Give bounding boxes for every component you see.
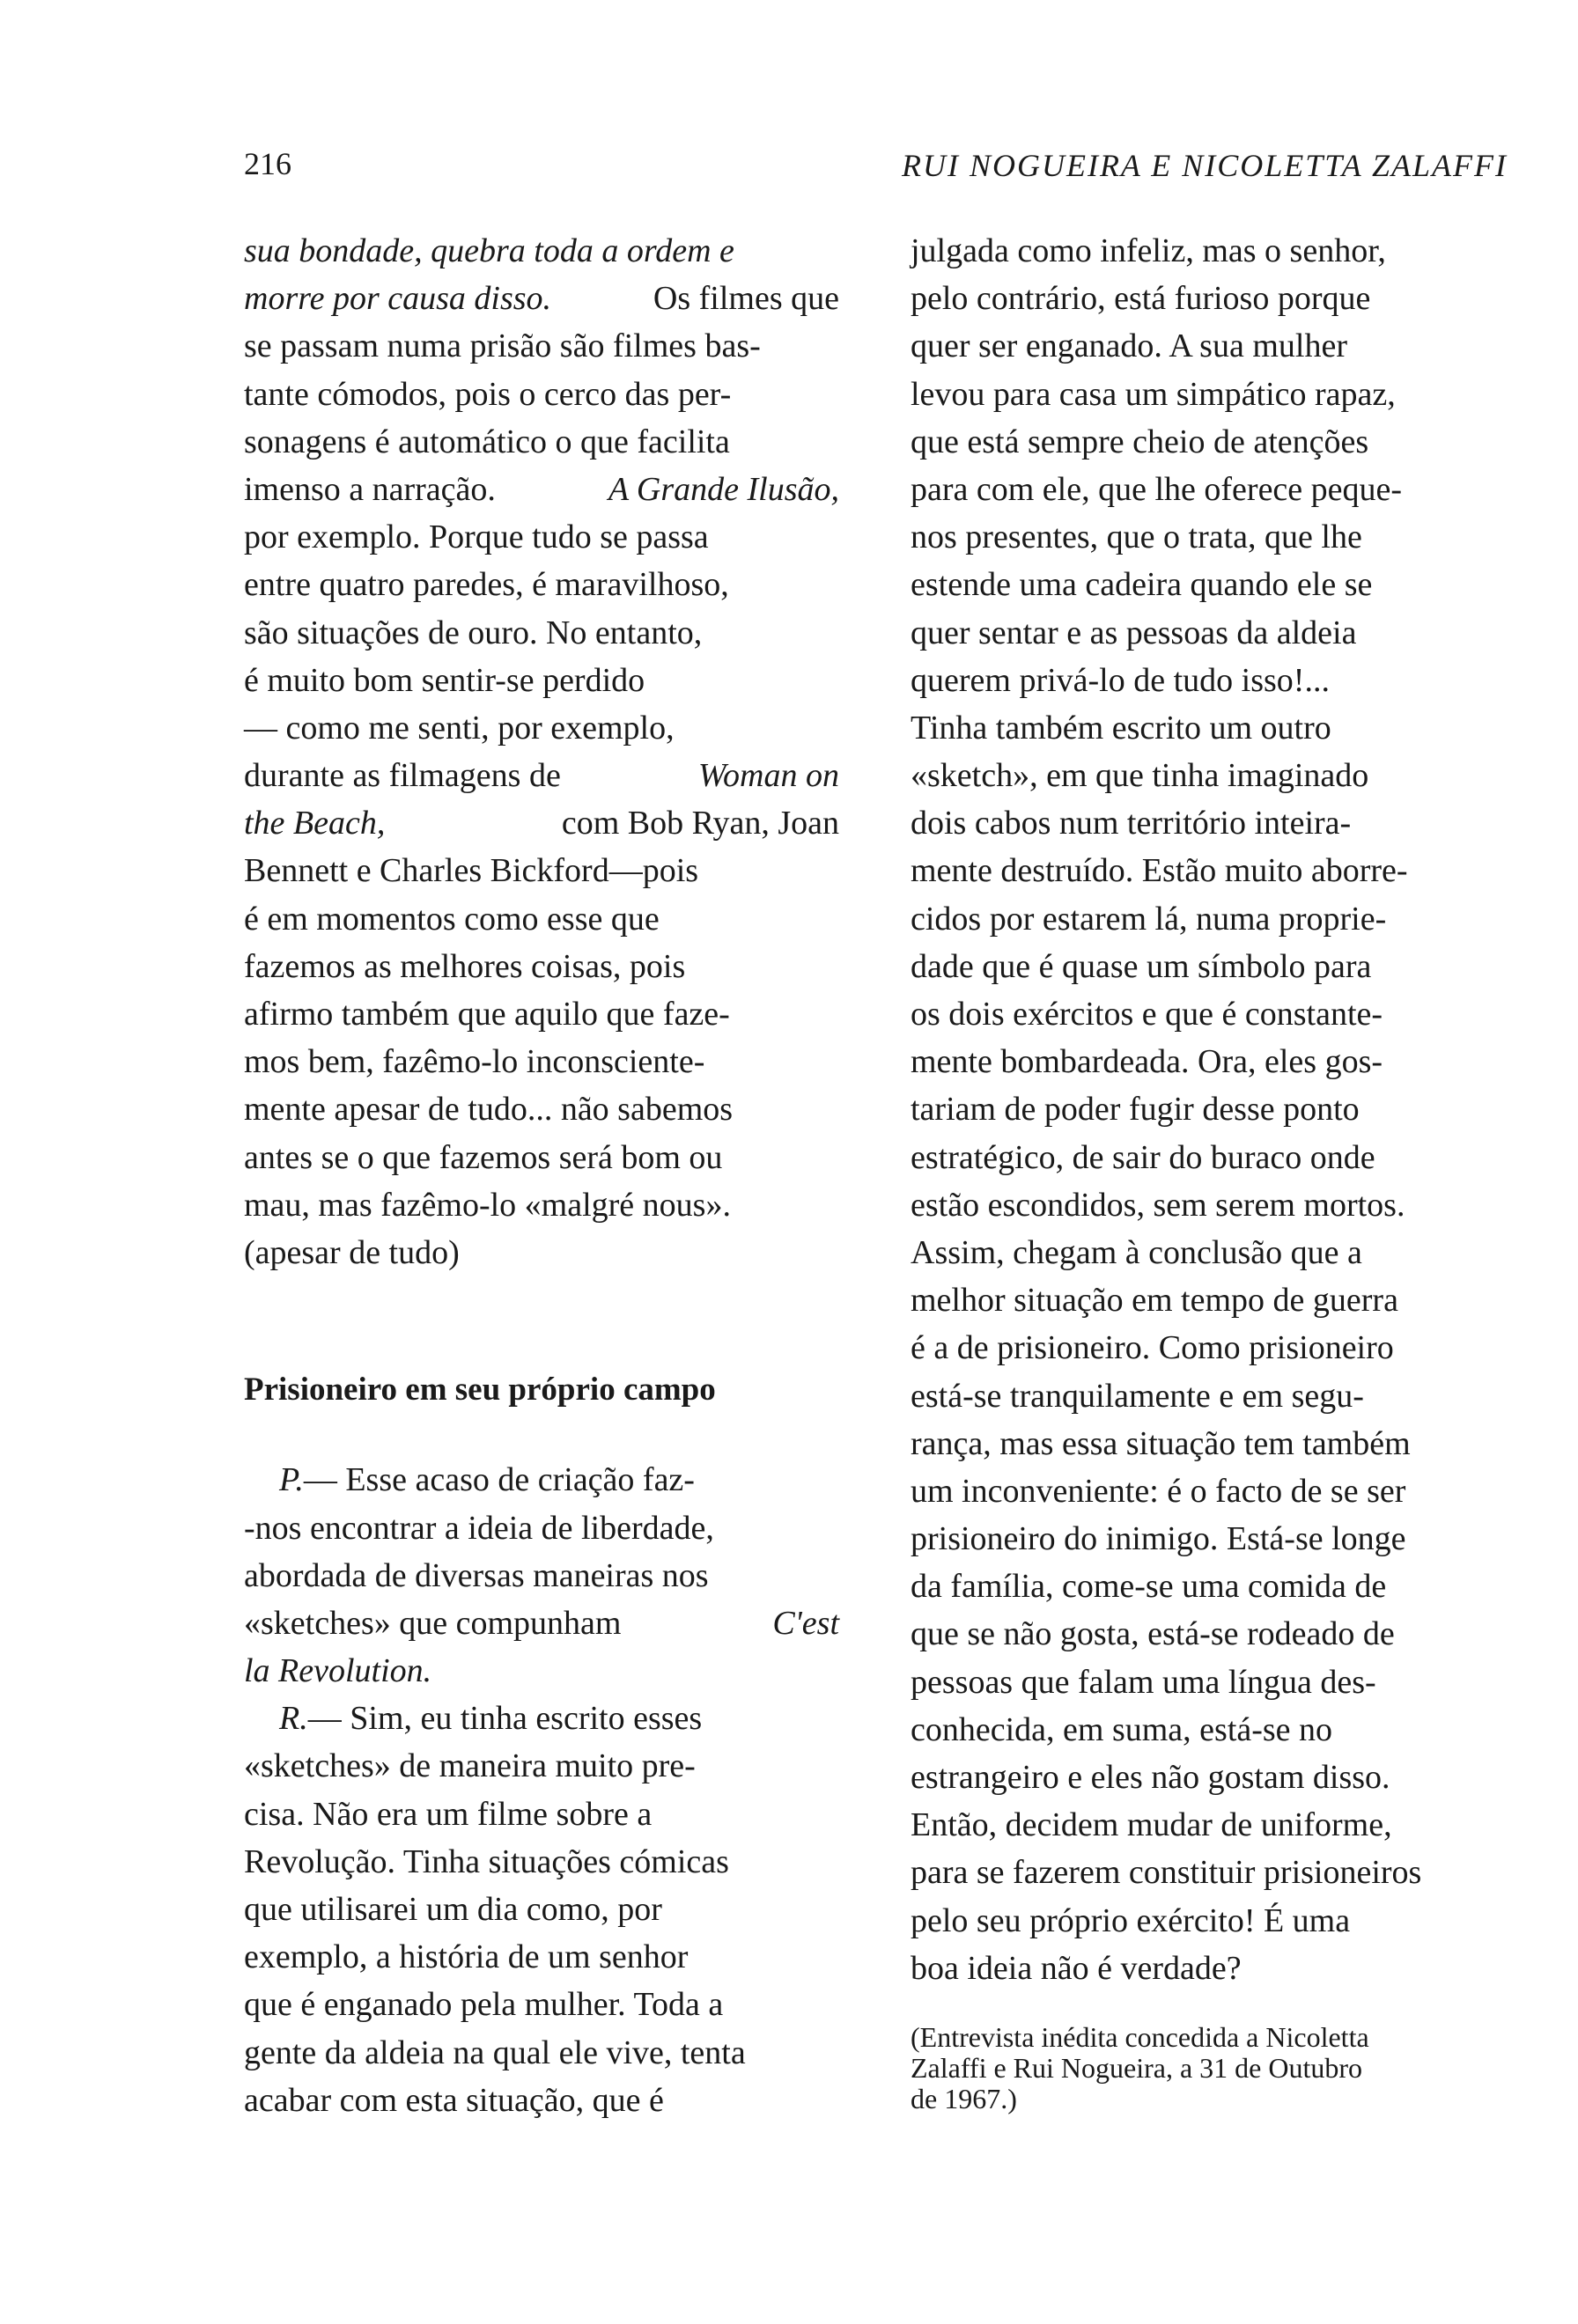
text: Bennett e Charles Bickford—pois bbox=[244, 852, 699, 890]
text-line: julgada como infeliz, mas o senhor, bbox=[911, 232, 1386, 269]
text-line: querem privá-lo de tudo isso!... bbox=[911, 661, 1330, 699]
text-line: mente bombardeada. Ora, eles gos- bbox=[911, 1043, 1383, 1081]
text-line: para com ele, que lhe oferece peque- bbox=[911, 470, 1403, 508]
text: exemplo, a história de um senhor bbox=[244, 1938, 689, 1976]
speaker-label: R. bbox=[279, 1700, 308, 1738]
speaker-label: P. bbox=[279, 1461, 304, 1499]
text-line bbox=[244, 1886, 839, 1933]
speaker-text bbox=[279, 1695, 702, 1742]
text: se passam numa prisão são filmes bas- bbox=[244, 327, 761, 365]
text-line: estende uma cadeira quando ele se bbox=[911, 566, 1373, 604]
text: — como me senti, por exemplo, bbox=[244, 709, 675, 746]
text-line bbox=[244, 275, 839, 322]
text-line bbox=[244, 466, 839, 513]
note-line: (Entrevista inédita concedida a Nicoletta bbox=[911, 2020, 1369, 2053]
text: fazemos as melhores coisas, pois bbox=[244, 947, 686, 985]
text-line bbox=[244, 1504, 839, 1552]
text-line bbox=[244, 1229, 839, 1276]
note-line: de 1967.) bbox=[911, 2082, 1017, 2114]
text: cisa. Não era um filme sobre a bbox=[244, 1795, 653, 1833]
speaker-text bbox=[279, 1456, 695, 1504]
text-line bbox=[244, 1647, 839, 1695]
section-spacer bbox=[244, 1414, 839, 1456]
text-line bbox=[244, 1600, 839, 1647]
text-line: «sketch», em que tinha imaginado bbox=[911, 757, 1369, 795]
text: por exemplo. Porque tudo se passa bbox=[244, 518, 709, 556]
text-line: pelo seu próprio exército! É uma bbox=[911, 1901, 1351, 1939]
note-line: Zalaffi e Rui Nogueira, a 31 de Outubro bbox=[911, 2051, 1363, 2084]
text-line: quer ser enganado. A sua mulher bbox=[911, 327, 1347, 365]
page-number: 216 bbox=[244, 146, 291, 181]
text-line: os dois exércitos e que é constante- bbox=[911, 996, 1383, 1033]
text-line bbox=[244, 561, 839, 608]
text-line bbox=[244, 1933, 839, 1981]
text: durante as filmagens de bbox=[244, 757, 561, 795]
text: acabar com esta situação, que é bbox=[244, 2081, 664, 2119]
paragraph-question bbox=[244, 1456, 839, 1695]
paragraph-continuation bbox=[244, 227, 839, 1276]
text: abordada de diversas maneiras nos bbox=[244, 1556, 709, 1594]
text-line bbox=[244, 990, 839, 1038]
running-head: RUI NOGUEIRA E NICOLETTA ZALAFFI bbox=[901, 148, 1508, 183]
text-line: para se fazerem constituir prisioneiros bbox=[911, 1854, 1422, 1892]
text: «sketches» de maneira muito pre- bbox=[244, 1747, 696, 1785]
text: com Bob Ryan, Joan bbox=[561, 805, 839, 842]
left-column bbox=[244, 227, 839, 2124]
text-line bbox=[244, 1134, 839, 1181]
text-line bbox=[244, 609, 839, 657]
section-spacer bbox=[244, 1276, 839, 1366]
text-line bbox=[244, 1838, 839, 1886]
text-line: dade que é quase um símbolo para bbox=[911, 947, 1372, 985]
text-line bbox=[244, 1038, 839, 1085]
text-line bbox=[244, 371, 839, 418]
text: tante cómodos, pois o cerco das per- bbox=[244, 375, 732, 413]
text-line bbox=[244, 704, 839, 752]
text-line bbox=[244, 799, 839, 847]
text: Os filmes que bbox=[653, 280, 839, 318]
text-line bbox=[244, 752, 839, 799]
text: Revolução. Tinha situações cómicas bbox=[244, 1842, 729, 1880]
right-column bbox=[911, 227, 1506, 2114]
text-line bbox=[244, 2029, 839, 2077]
text-line: pelo contrário, está furioso porque bbox=[911, 280, 1371, 318]
text-line: estão escondidos, sem serem mortos. bbox=[911, 1186, 1405, 1224]
italic-text: la Revolution. bbox=[244, 1652, 432, 1690]
text-line bbox=[244, 1742, 839, 1790]
text-line bbox=[244, 227, 839, 275]
text: é em momentos como esse que bbox=[244, 900, 660, 938]
text-line: estratégico, de sair do buraco onde bbox=[911, 1138, 1375, 1176]
italic-text: A Grande Ilusão, bbox=[608, 470, 839, 508]
text-line: melhor situação em tempo de guerra bbox=[911, 1282, 1398, 1320]
text-line: levou para casa um simpático rapaz, bbox=[911, 375, 1396, 413]
text-line: Tinha também escrito um outro bbox=[911, 709, 1331, 746]
text-line: tariam de poder fugir desse ponto bbox=[911, 1091, 1360, 1129]
text: mau, mas fazêmo-lo «malgré nous». bbox=[244, 1186, 731, 1224]
section-heading: Prisioneiro em seu próprio campo bbox=[244, 1372, 716, 1408]
text-line: está-se tranquilamente e em segu- bbox=[911, 1377, 1364, 1415]
italic-text: sua bondade, quebra toda a ordem e bbox=[244, 232, 734, 269]
text-line: rança, mas essa situação tem também bbox=[911, 1424, 1411, 1462]
text-line bbox=[244, 1085, 839, 1133]
source-note bbox=[911, 2022, 1506, 2114]
text-line: que se não gosta, está-se rodeado de bbox=[911, 1615, 1395, 1653]
text: — Esse acaso de criação faz- bbox=[303, 1461, 695, 1499]
text-line: boa ideia não é verdade? bbox=[911, 1949, 1242, 1987]
text-line bbox=[244, 657, 839, 704]
text-line: conhecida, em suma, está-se no bbox=[911, 1710, 1333, 1748]
text: que utilisarei um dia como, por bbox=[244, 1891, 662, 1928]
text-line: mente destruído. Estão muito aborre- bbox=[911, 852, 1408, 890]
text-line: um inconveniente: é o facto de se ser bbox=[911, 1472, 1406, 1510]
text: mente apesar de tudo... não sabemos bbox=[244, 1091, 734, 1129]
italic-text: C'est bbox=[772, 1604, 839, 1642]
text-line bbox=[244, 847, 839, 894]
text: mos bem, fazêmo-lo inconsciente- bbox=[244, 1043, 705, 1081]
text-line: cidos por estarem lá, numa proprie- bbox=[911, 900, 1387, 938]
text-line: da família, come-se uma comida de bbox=[911, 1568, 1387, 1606]
text-line bbox=[244, 2077, 839, 2124]
text: — Sim, eu tinha escrito esses bbox=[307, 1700, 703, 1738]
text-line bbox=[244, 1981, 839, 2028]
text-line: quer sentar e as pessoas da aldeia bbox=[911, 614, 1357, 651]
text: entre quatro paredes, é maravilhoso, bbox=[244, 566, 729, 604]
text: que é enganado pela mulher. Toda a bbox=[244, 1986, 724, 2024]
text-line bbox=[244, 943, 839, 990]
text: -nos encontrar a ideia de liberdade, bbox=[244, 1509, 714, 1547]
text-line: é a de prisioneiro. Como prisioneiro bbox=[911, 1329, 1394, 1367]
text-line bbox=[244, 1552, 839, 1600]
text-line bbox=[244, 1695, 839, 1742]
text-line bbox=[244, 513, 839, 561]
text: (apesar de tudo) bbox=[244, 1233, 460, 1271]
text: imenso a narração. bbox=[244, 470, 496, 508]
text-line: que está sempre cheio de atenções bbox=[911, 423, 1369, 460]
text-line: Assim, chegam à conclusão que a bbox=[911, 1233, 1362, 1271]
italic-text: Woman on bbox=[697, 757, 839, 795]
text-line bbox=[244, 1181, 839, 1229]
italic-text: the Beach, bbox=[244, 805, 386, 842]
text: são situações de ouro. No entanto, bbox=[244, 614, 703, 651]
text-line bbox=[244, 895, 839, 943]
text: gente da aldeia na qual ele vive, tenta bbox=[244, 2034, 746, 2071]
text-line: prisioneiro do inimigo. Está-se longe bbox=[911, 1520, 1406, 1558]
text-line bbox=[244, 1456, 839, 1504]
text: afirmo também que aquilo que faze- bbox=[244, 996, 730, 1033]
text-line: dois cabos num território inteira- bbox=[911, 805, 1352, 842]
text: é muito bom sentir-se perdido bbox=[244, 661, 645, 699]
text-line bbox=[244, 1791, 839, 1838]
paragraph-answer bbox=[244, 1695, 839, 2124]
text: sonagens é automático o que facilita bbox=[244, 423, 730, 460]
text-line bbox=[244, 418, 839, 466]
text-line bbox=[244, 322, 839, 370]
paragraph-continuation bbox=[911, 227, 1506, 1992]
text: antes se o que fazemos será bom ou bbox=[244, 1138, 723, 1176]
text-line: pessoas que falam uma língua des- bbox=[911, 1663, 1376, 1701]
text-line: Então, decidem mudar de uniforme, bbox=[911, 1806, 1392, 1844]
text-line: estrangeiro e eles não gostam disso. bbox=[911, 1759, 1390, 1796]
text-line: nos presentes, que o trata, que lhe bbox=[911, 518, 1362, 556]
text: «sketches» que compunham bbox=[244, 1604, 622, 1642]
italic-text: morre por causa disso. bbox=[244, 280, 552, 318]
